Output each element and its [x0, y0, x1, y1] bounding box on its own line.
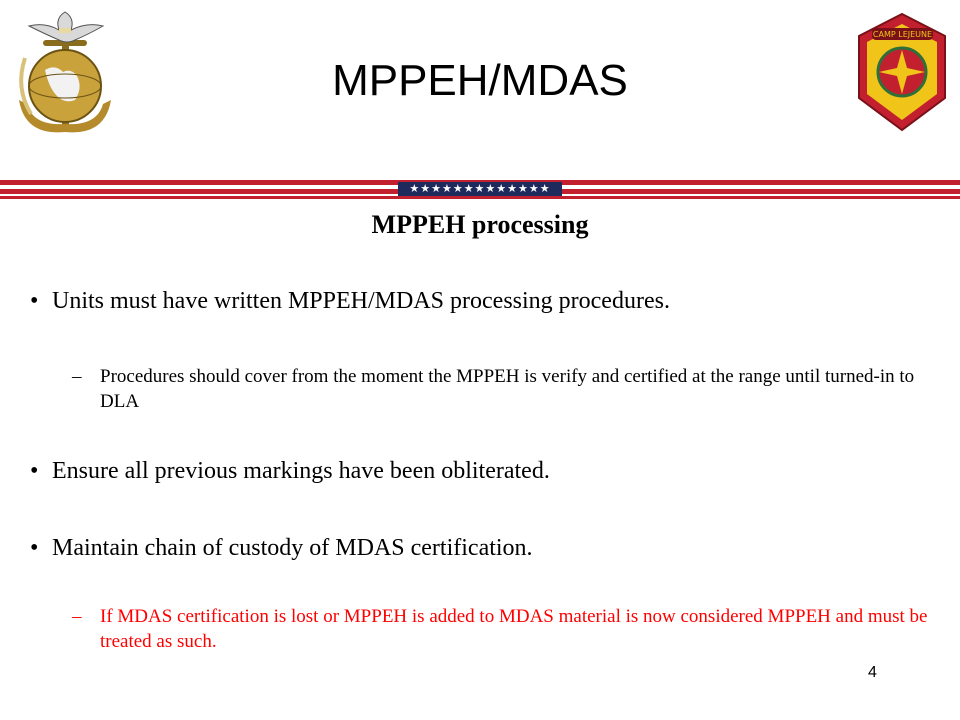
divider-star-panel: ★★★★★★★★★★★★★	[398, 182, 562, 196]
bullet-glyph: •	[30, 535, 39, 561]
subpoint-text: Procedures should cover from the moment the MPPEH is verify and certified at the range until turned-in to DLA	[100, 366, 915, 412]
bullet-text: Units must have written MPPEH/MDAS processing procedures.	[52, 288, 670, 314]
eagle	[29, 12, 103, 42]
subpoint-text: If MDAS certification is lost or MPPEH is added to MDAS material is now considered MPPEH and must be treated as such.	[100, 606, 928, 652]
slide-title: MPPEH/MDAS	[332, 56, 628, 105]
dash-glyph: –	[72, 366, 82, 387]
bullet-text: Maintain chain of custody of MDAS certification.	[52, 535, 533, 561]
bullet-text: Ensure all previous markings have been obliterated.	[52, 458, 550, 484]
emblem-banner-text: CAMP LEJEUNE	[872, 30, 933, 39]
dash-glyph: –	[72, 606, 82, 627]
eagle-ribbon	[59, 28, 71, 33]
slide-subtitle: MPPEH processing	[371, 210, 589, 239]
page-number: 4	[868, 664, 877, 681]
divider-band-bottom	[0, 196, 960, 199]
bullet-glyph: •	[30, 288, 39, 314]
bullet-glyph: •	[30, 458, 39, 484]
